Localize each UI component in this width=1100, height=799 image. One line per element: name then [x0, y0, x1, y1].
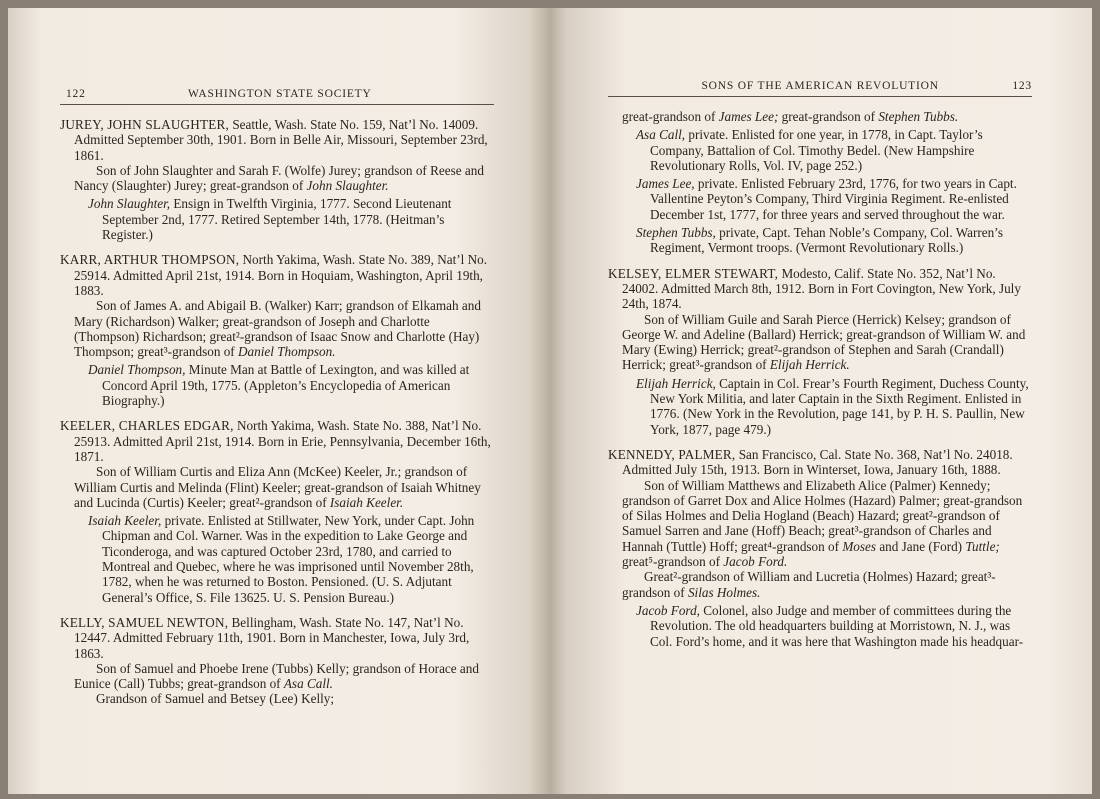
- member-details: Modesto, Calif. State No. 352, Nat’l No. 24002. Admitted March 8th, 1912. Born in Fort Covington, New York, July 24th, 1874.: [622, 265, 1021, 312]
- lineage: Son of Samuel and Phoebe Irene (Tubbs) Kelly; grandson of Horace and Eunice (Call) Tubbs; great-grandson of Asa Call.: [74, 660, 479, 692]
- member-details: North Yakima, Wash. State No. 389, Nat’l No. 25914. Admitted April 21st, 1914. Born in Hoquiam, Washington, April 19th, 1883.: [74, 252, 488, 298]
- member-entry: [608, 266, 1032, 437]
- lineage-continued: Grandson of Samuel and Betsey (Lee) Kelly;: [96, 691, 335, 707]
- left-page-number: 122: [66, 88, 86, 100]
- ancestor-record: Stephen Tubbs, private, Capt. Tehan Noble’s Company, Col. Warren’s Regiment, Vermont troops. (Vermont Revolutionary Rolls.): [636, 225, 1003, 256]
- left-running-header: [60, 88, 494, 105]
- right-page-content: [608, 109, 1032, 649]
- entry-continuation: [608, 109, 1032, 256]
- right-page: [550, 8, 1092, 794]
- lineage-continued: great-grandson of James Lee; great-grandson of Stephen Tubbs.: [622, 109, 959, 124]
- member-details: Bellingham, Wash. State No. 147, Nat’l No. 12447. Admitted February 11th, 1901. Born in Manchester, Iowa, July 3rd, 1863.: [74, 614, 470, 661]
- ancestor-record: Elijah Herrick, Captain in Col. Frear’s Fourth Regiment, Duchess County, New York Militia, and later Captain in the Sixth Regiment. Enlisted in 1776. (New York in the Revolution, page 141, by P. H. S. Paullin, New York, 1877, page 479.): [636, 375, 1029, 437]
- member-entry: [608, 447, 1032, 649]
- member-details: San Francisco, Cal. State No. 368, Nat’l No. 24018. Admitted July 15th, 1913. Born in Winterset, Iowa, January 16th, 1888.: [622, 446, 1013, 478]
- member-name: KELLY, SAMUEL NEWTON,: [60, 614, 229, 630]
- ancestor-record: Asa Call, private. Enlisted for one year, in 1778, in Capt. Taylor’s Company, Battalion of Col. Timothy Bedel. (New Hampshire Revolutionary Rolls, Vol. IV, page 252.): [636, 127, 983, 173]
- member-name: KELSEY, ELMER STEWART,: [608, 265, 779, 281]
- open-book: [8, 8, 1092, 794]
- left-page-content: [60, 117, 494, 707]
- right-running-head: SONS OF THE AMERICAN REVOLUTION: [701, 80, 939, 92]
- member-entry: [60, 615, 494, 707]
- lineage: Son of William Curtis and Eliza Ann (McKee) Keeler, Jr.; grandson of William Curtis and Melinda (Flint) Keeler; great-grandson of Isaiah Whitney and Lucinda (Curtis) Keeler; great²-grandson of Isaiah Keeler.: [74, 464, 481, 510]
- member-entry: [60, 252, 494, 408]
- member-details: North Yakima, Wash. State No. 388, Nat’l No. 25913. Admitted April 21st, 1914. Born in Erie, Pennsylvania, December 16th, 1871.: [74, 418, 491, 464]
- lineage: Son of James A. and Abigail B. (Walker) Karr; grandson of Elkamah and Mary (Richardson) Walker; great-grandson of Joseph and Charlotte (Thompson) Richardson; great²-grandson of Isaac Snow and Charlotte (Hay) Thompson; great³-grandson of Daniel Thompson.: [74, 298, 481, 360]
- left-page: [8, 8, 550, 794]
- ancestor-record: John Slaughter, Ensign in Twelfth Virginia, 1777. Second Lieutenant September 2nd, 1777. Retired September 14th, 1778. (Heitman’s Register.): [88, 196, 452, 243]
- member-name: KEELER, CHARLES EDGAR,: [60, 418, 234, 434]
- member-entry: [60, 418, 494, 605]
- member-name: JUREY, JOHN SLAUGHTER,: [60, 117, 230, 132]
- lineage: Son of William Guile and Sarah Pierce (Herrick) Kelsey; grandson of George W. and Adeline (Ballard) Herrick; great-grandson of William W. and Mary (Ewing) Herrick; great²-grandson of Stephen and Sarah (Crandall) Herrick; great³-grandson of Elijah Herrick.: [622, 311, 1026, 373]
- ancestor-record: Daniel Thompson, Minute Man at Battle of Lexington, and was killed at Concord April 19th, 1775. (Appleton’s Encyclopedia of American Biography.): [88, 362, 470, 409]
- ancestor-record: Jacob Ford, Colonel, also Judge and member of committees during the Revolution. The old headquarters building at Morristown, N. J., was Col. Ford’s home, and it was here that Washington made his headquar-: [636, 602, 1024, 649]
- member-name: KARR, ARTHUR THOMPSON,: [60, 252, 240, 268]
- ancestor-record: Isaiah Keeler, private. Enlisted at Stillwater, New York, under Capt. John Chipman and Col. Warner. Was in the expedition to Lake George and Ticonderoga, and was captured October 23rd, 1780, and carried to Montreal and Quebec, where he was imprisoned until November 28th, 1782, when he was returned to Boston. Pensioned. (U. S. Adjutant General’s Office, S. File 13625. U. S. Pension Bureau.): [88, 513, 475, 605]
- member-details: Seattle, Wash. State No. 159, Nat’l No. 14009. Admitted September 30th, 1901. Born in Belle Air, Missouri, September 23rd, 1861.: [74, 117, 488, 163]
- right-running-header: [608, 80, 1032, 97]
- lineage: Son of John Slaughter and Sarah F. (Wolfe) Jurey; grandson of Reese and Nancy (Slaughter) Jurey; great-grandson of John Slaughter.: [74, 162, 484, 194]
- member-entry: [60, 117, 494, 242]
- ancestor-record: James Lee, private. Enlisted February 23rd, 1776, for two years in Capt. Vallentine Peyton’s Company, Third Virginia Regiment. Re-enlisted December 1st, 1777, for three years and served throughout the war.: [636, 176, 1017, 222]
- right-page-number: 123: [1012, 80, 1032, 92]
- member-name: KENNEDY, PALMER,: [608, 446, 736, 462]
- lineage: Son of William Matthews and Elizabeth Alice (Palmer) Kennedy; grandson of Garret Dox and Alice Holmes (Hazard) Palmer; great-grandson of Silas Holmes and Delia Hogland (Beach) Hazard; great²-grandson of Samuel Sarren and Jane (Hoff) Beach; great³-grandson of Charles and Hannah (Tuttle) Hoff; great⁴-grandson of Moses and Jane (Ford) Tuttle; great⁵-grandson of Jacob Ford.: [622, 477, 1023, 570]
- left-running-head: WASHINGTON STATE SOCIETY: [188, 88, 372, 100]
- lineage-continued: Great²-grandson of William and Lucretia (Holmes) Hazard; great³-grandson of Silas Holmes.: [622, 569, 996, 600]
